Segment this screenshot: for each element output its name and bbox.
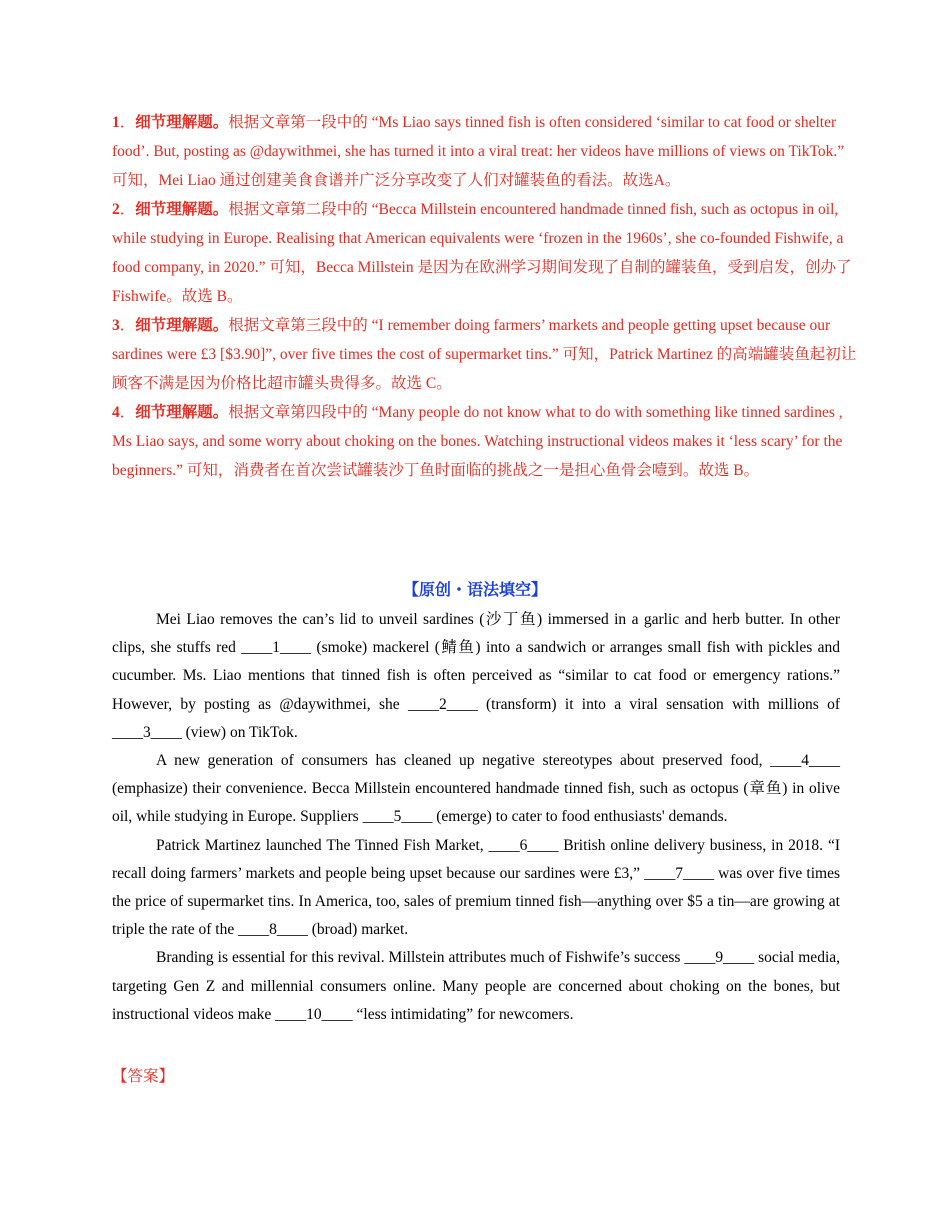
explanation-text: 根据文章第三段中的 “I remember doing farmers’ markets and people getting upset because our sardines were £3 [$3.90]”, over five times the cost of supermarket tins.” 可知，Patrick Martinez 的高端罐装鱼起初让顾客不满是因为价格比超市罐头贵得多。故选 C。: [112, 317, 857, 392]
explanation-item-3: 3．细节理解题。根据文章第三段中的 “I remember doing farmers’ markets and people getting upset because our sardines were £3 [$3.90]”, over five times the cost of supermarket tins.” 可知，Patrick Martinez 的高端罐装鱼起初让顾客不满是因为价格比超市罐头贵得多。故选 C。: [112, 317, 857, 392]
passage-paragraph-2: A new generation of consumers has cleaned up negative stereotypes about preserved food, ____4____ (emphasize) their convenience. Becca Millstein encountered handmade tinned fish, such as octopus (章鱼) in olive oil, while studying in Europe. Suppliers ____5____ (emerge) to cater to food enthusiasts' demands.: [112, 752, 840, 826]
explanation-type: 细节理解题。: [135, 404, 229, 421]
explanation-number: 2: [112, 201, 120, 218]
passage-paragraph-1: Mei Liao removes the can’s lid to unveil sardines (沙丁鱼) immersed in a garlic and herb butter. In other clips, she stuffs red ____1____ (smoke) mackerel (鲭鱼) into a sandwich or arranges small fish with pickles and cucumber. Ms. Liao mentions that tinned fish is often perceived as “similar to cat food or emergency rations.” However, by posting as @daywithmei, she ____2____ (transform) it into a viral sensation with millions of ____3____ (view) on TikTok.: [112, 611, 840, 741]
explanation-number: 3: [112, 317, 120, 334]
explanation-number: 1: [112, 114, 120, 131]
explanation-item-2: 2．细节理解题。根据文章第二段中的 “Becca Millstein encountered handmade tinned fish, such as octopus in oil, while studying in Europe. Realising that American equivalents were ‘frozen in the 1960s’, she co-founded Fishwife, a food company, in 2020.” 可知，Becca Millstein 是因为在欧洲学习期间发现了自制的罐装鱼，受到启发，创办了 Fishwife。故选 B。: [112, 201, 852, 305]
cloze-passage: [112, 606, 840, 1029]
explanation-text: 根据文章第四段中的 “Many people do not know what to do with something like tinned sardines , Ms Liao says, and some worry about choking on the bones. Watching instructional videos makes it ‘less scary’ for the beginners.” 可知，消费者在首次尝试罐装沙丁鱼时面临的挑战之一是担心鱼骨会噎到。故选 B。: [112, 404, 843, 479]
passage-paragraph-4: Branding is essential for this revival. Millstein attributes much of Fishwife’s success ____9____ social media, targeting Gen Z and millennial consumers online. Many people are concerned about choking on the bones, but instructional videos make ____10____ “less intimidating” for newcomers.: [112, 949, 840, 1023]
explanation-type: 细节理解题。: [135, 317, 229, 334]
section-title: 【原创・语法填空】: [402, 582, 547, 599]
explanation-item-4: 4．细节理解题。根据文章第四段中的 “Many people do not know what to do with something like tinned sardines , Ms Liao says, and some worry about choking on the bones. Watching instructional videos makes it ‘less scary’ for the beginners.” 可知，消费者在首次尝试罐装沙丁鱼时面临的挑战之一是担心鱼骨会噎到。故选 B。: [112, 404, 843, 479]
explanation-number: 4: [112, 404, 120, 421]
explanation-text: 根据文章第二段中的 “Becca Millstein encountered handmade tinned fish, such as octopus in oil, while studying in Europe. Realising that American equivalents were ‘frozen in the 1960s’, she co-founded Fishwife, a food company, in 2020.” 可知，Becca Millstein 是因为在欧洲学习期间发现了自制的罐装鱼，受到启发，创办了 Fishwife。故选 B。: [112, 201, 852, 305]
explanation-text: 根据文章第一段中的 “Ms Liao says tinned fish is often considered ‘similar to cat food or shelter food’. But, posting as @daywithmei, she has turned it into a viral treat: her videos have millions of views on TikTok.” 可知，Mei Liao 通过创建美食食谱并广泛分享改变了人们对罐装鱼的看法。故选A。: [112, 114, 845, 189]
explanation-item-1: 1．细节理解题。根据文章第一段中的 “Ms Liao says tinned fish is often considered ‘similar to cat food or shelter food’. But, posting as @daywithmei, she has turned it into a viral treat: her videos have millions of views on TikTok.” 可知，Mei Liao 通过创建美食食谱并广泛分享改变了人们对罐装鱼的看法。故选A。: [112, 114, 845, 189]
explanation-type: 细节理解题。: [135, 114, 229, 131]
explanation-list: [112, 108, 857, 485]
answer-label: 【答案】: [112, 1068, 175, 1085]
explanation-type: 细节理解题。: [135, 201, 229, 218]
passage-paragraph-3: Patrick Martinez launched The Tinned Fish Market, ____6____ British online delivery business, in 2018. “I recall doing farmers’ markets and people being upset because our sardines were £3,” ____7____ was over five times the price of supermarket tins. In America, too, sales of premium tinned fish—anything over $5 a tin—are growing at triple the rate of the ____8____ (broad) market.: [112, 836, 840, 939]
